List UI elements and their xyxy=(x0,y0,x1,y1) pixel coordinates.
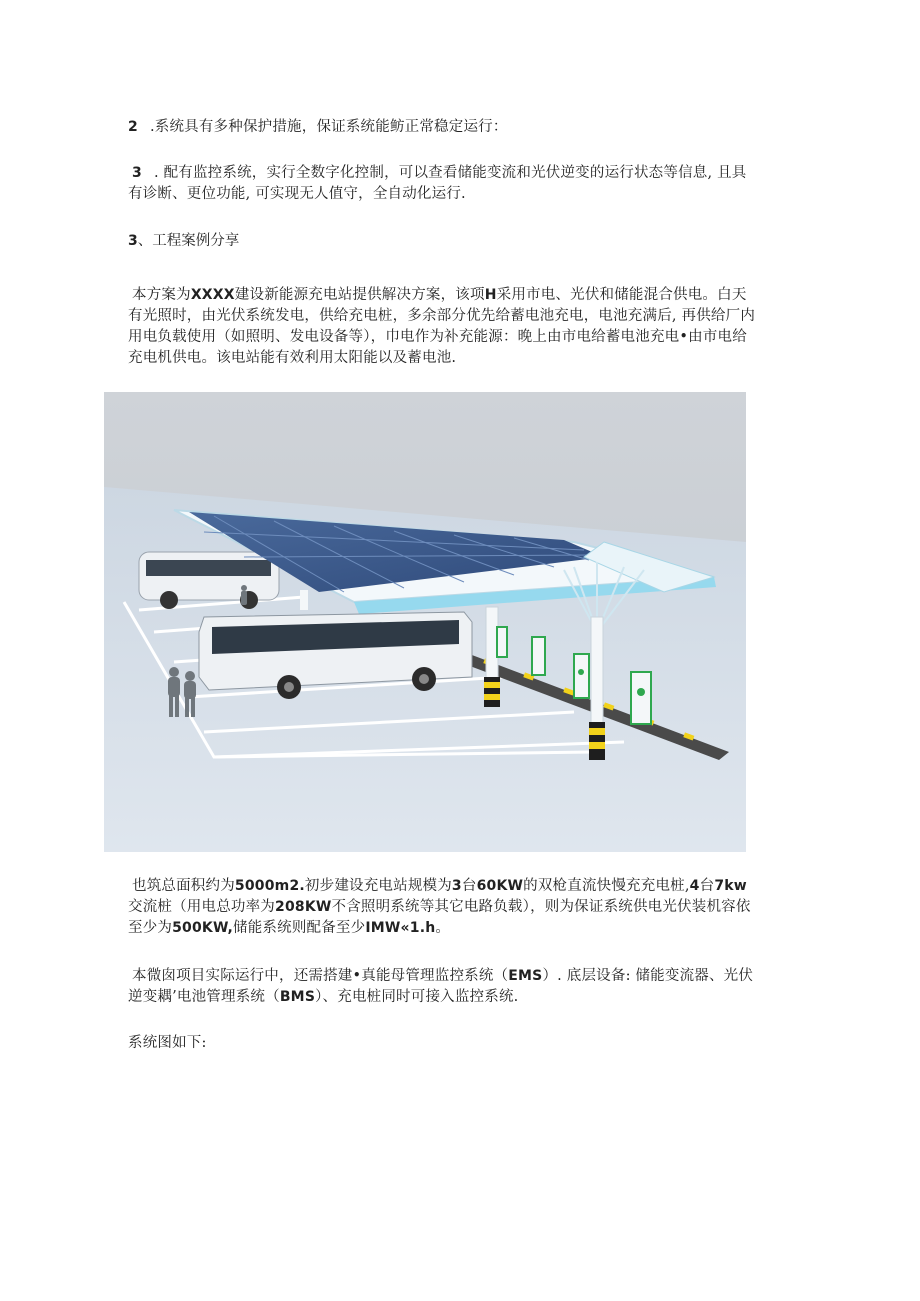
text-run: 建设新能源充电站提供解决方案，该项 xyxy=(234,287,485,303)
text-run: 也筑总面积约为 xyxy=(132,878,235,894)
list-item-number: 2 xyxy=(128,119,138,135)
bold-run: 3 xyxy=(451,878,462,894)
list-item-number: 3 xyxy=(132,165,142,181)
charging-station-photo xyxy=(104,392,746,852)
bold-run: 5000m2. xyxy=(234,878,305,894)
text-run: 采用市电、光伏和储能混合供电。白天有光照时，由光伏系统发电，供给充电桩，多余部分优先给蓄电池充电，电池充满后, 再供给厂内用电负载使用（如照明、发电设备等），巾电作为补充能源：晚上由市电给蓄电池充电•由市电给充电机供电。该电站能有效利用太阳能以及蓄电池. xyxy=(128,287,756,366)
text-run: 。 xyxy=(435,920,451,936)
charging-station-illustration xyxy=(104,392,746,852)
section-number: 3 xyxy=(128,233,138,249)
section-title: 、工程案例分享 xyxy=(137,233,240,249)
bold-run: 500KW, xyxy=(172,920,234,936)
bold-run: EMS xyxy=(508,968,543,984)
list-item-text: .系统具有多种保护措施，保证系统能鲂正常稳定运行： xyxy=(149,119,508,135)
text-run: 储能系统则配备至少 xyxy=(233,920,366,936)
text-run: 不含照明系统等其它电路负载），则为保证系统供电光伏装机容依至少为 xyxy=(128,899,751,936)
text-run: 台 xyxy=(461,878,477,894)
section-heading xyxy=(128,231,239,252)
text-run: 初步建设充电站规模为 xyxy=(304,878,452,894)
text-run: 交流桩（用电总功率为 xyxy=(128,899,275,915)
list-item-3 xyxy=(128,163,760,205)
bold-run: 208KW xyxy=(275,899,332,915)
text-run: 本方案为 xyxy=(132,287,191,303)
bold-run: IMW«1.h xyxy=(365,920,436,936)
size-paragraph xyxy=(128,876,760,939)
bold-run: H xyxy=(484,287,497,303)
bold-run: 60KW xyxy=(476,878,524,894)
text-run: ）. 底层设备: 储能变流器、光伏逆变耦’电池管理系统（ xyxy=(128,968,754,1005)
bold-run: 4 xyxy=(689,878,700,894)
bold-run: BMS xyxy=(279,989,316,1005)
bold-run: XXXX xyxy=(190,287,235,303)
text-run: 台 xyxy=(699,878,715,894)
bold-run: 7kw xyxy=(714,878,747,894)
list-item-2 xyxy=(128,117,760,138)
case-paragraph xyxy=(128,285,760,369)
text-run: 本微囱项目实际运行中，还需搭建•真能母管理监控系统（ xyxy=(132,968,509,984)
ems-paragraph xyxy=(128,966,760,1008)
list-item-text: . 配有监控系统，实行全数字化控制，可以查看储能变流和光伏逆变的运行状态等信息, 且具有诊断、更位功能, 可实现无人值守，全自动化运行. xyxy=(128,165,747,202)
diagram-intro: 系统图如下: xyxy=(128,1035,207,1051)
bus-back xyxy=(139,552,279,609)
text-run: 的双枪直流快慢充充电桩, xyxy=(523,878,690,894)
text-run: ）、充电桩同时可接入监控系统. xyxy=(315,989,519,1005)
